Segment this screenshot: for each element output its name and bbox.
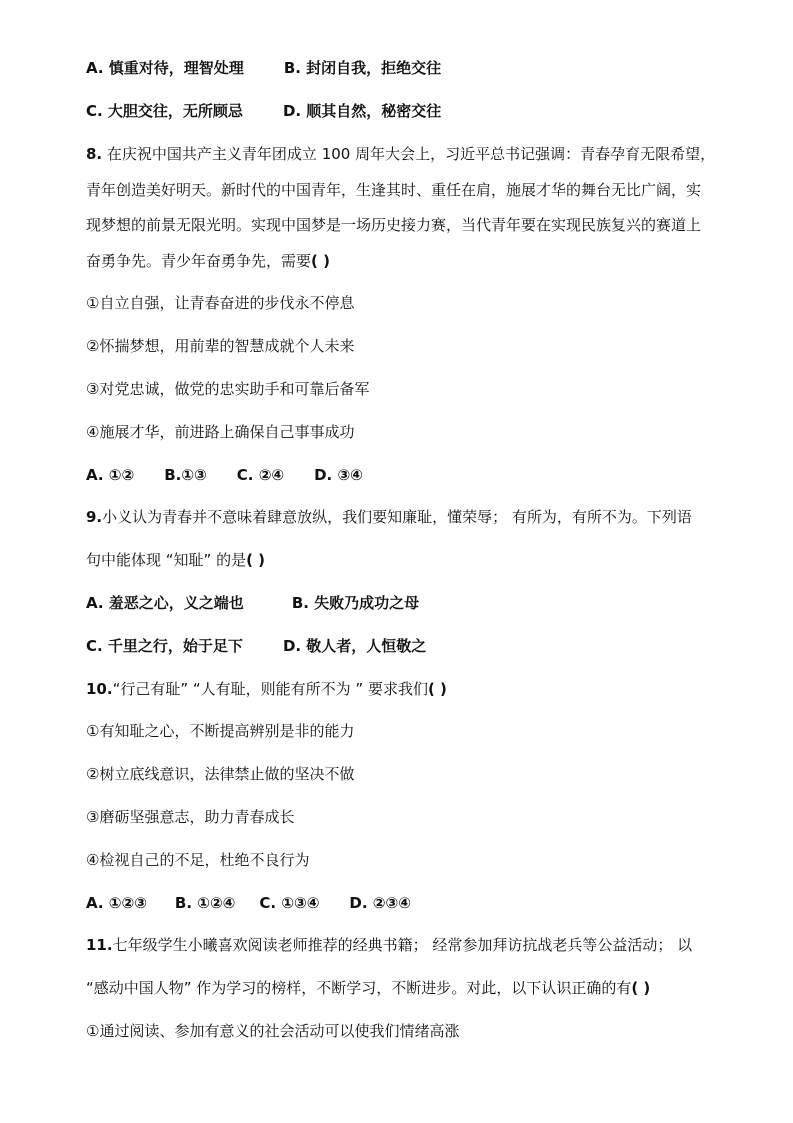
q8-text-1: 在庆祝中国共产主义青年团成立 100 周年大会上，习近平总书记强调：青春孕育无限希望，	[106, 145, 716, 163]
q8-option-d: D. ③④	[314, 466, 363, 484]
q8-stem-line-2: 青年创造美好明天。新时代的中国青年，生逢其时、重任在肩，施展才华的舞台无比广阔，实	[86, 181, 702, 199]
q10-item-4: ④检视自己的不足，杜绝不良行为	[86, 851, 310, 869]
q10-option-a: A. ①②③	[86, 894, 147, 912]
q11-text-2: “感动中国人物” 作为学习的榜样，不断学习，不断进步。对此，以下认识正确的有	[86, 979, 632, 997]
q9-text-2: 句中能体现 “知耻” 的是	[86, 551, 247, 569]
q11-stem-line-2	[86, 978, 650, 998]
q9-number: 9.	[86, 508, 103, 526]
q11-text-1: 七年级学生小曦喜欢阅读老师推荐的经典书籍； 经常参加拜访抗战老兵等公益活动； 以	[112, 936, 693, 954]
q10-text-1: “行己有耻” “人有耻，则能有所不为 ” 要求我们	[112, 680, 428, 698]
q8-options	[86, 465, 363, 485]
q10-number: 10.	[86, 680, 113, 698]
q10-answer-paren: ( )	[427, 680, 447, 698]
q9-stem-line-1	[86, 507, 692, 527]
q9-option-c: C. 千里之行，始于足下	[86, 637, 243, 655]
q9-stem-line-2	[86, 550, 265, 570]
q9-text-1: 小义认为青春并不意味着肆意放纵，我们要知廉耻，懂荣辱； 有所为，有所不为。下列语	[102, 508, 692, 526]
q11-answer-paren: ( )	[631, 979, 651, 997]
q8-item-3: ③对党忠诚，做党的忠实助手和可靠后备军	[86, 380, 370, 398]
q9-options-row-1	[86, 593, 419, 613]
q8-option-c: C. ②④	[236, 466, 285, 484]
q11-number: 11.	[86, 936, 113, 954]
q9-options-row-2	[86, 636, 426, 656]
q8-item-4: ④施展才华，前进路上确保自己事事成功	[86, 423, 355, 441]
q10-option-c: C. ①③④	[259, 894, 320, 912]
q8-option-b: B.①③	[164, 466, 207, 484]
q10-options	[86, 893, 411, 913]
q9-option-a: A. 羞恶之心，义之端也	[86, 594, 244, 612]
q7-option-c: C. 大胆交往，无所顾忌	[86, 102, 243, 120]
q10-item-3: ③磨砺坚强意志，助力青春成长	[86, 808, 295, 826]
q9-option-b: B. 失败乃成功之母	[291, 594, 420, 612]
q10-item-1: ①有知耻之心，不断提高辨别是非的能力	[86, 722, 355, 740]
q10-item-2: ②树立底线意识，法律禁止做的坚决不做	[86, 765, 355, 783]
q8-answer-paren: ( )	[311, 252, 330, 270]
q8-number: 8.	[86, 145, 103, 163]
q11-stem-line-1	[86, 935, 692, 955]
q11-item-1: ①通过阅读、参加有意义的社会活动可以使我们情绪高涨	[86, 1022, 460, 1040]
q10-stem	[86, 679, 447, 699]
q8-stem-line-1	[86, 144, 715, 164]
q8-item-2: ②怀揣梦想，用前辈的智慧成就个人未来	[86, 337, 355, 355]
q10-option-d: D. ②③④	[349, 894, 411, 912]
q7-options-row-1	[86, 58, 441, 78]
q8-option-a: A. ①②	[86, 466, 135, 484]
q8-stem-line-4	[86, 251, 330, 271]
q9-answer-paren: ( )	[246, 551, 266, 569]
q10-option-b: B. ①②④	[174, 894, 236, 912]
q9-option-d: D. 敬人者，人恒敬之	[282, 637, 427, 655]
q8-text-4: 奋勇争先。青少年奋勇争先，需要	[86, 252, 312, 270]
q7-options-row-2	[86, 101, 441, 121]
q7-option-a: A. 慎重对待，理智处理	[86, 59, 244, 77]
q7-option-d: D. 顺其自然，秘密交往	[282, 102, 442, 120]
q8-stem-line-3: 现梦想的前景无限光明。实现中国梦是一场历史接力赛，当代青年要在实现民族复兴的赛道上	[86, 216, 702, 234]
q7-option-b: B. 封闭自我，拒绝交往	[283, 59, 442, 77]
q8-item-1: ①自立自强，让青春奋进的步伐永不停息	[86, 294, 355, 312]
